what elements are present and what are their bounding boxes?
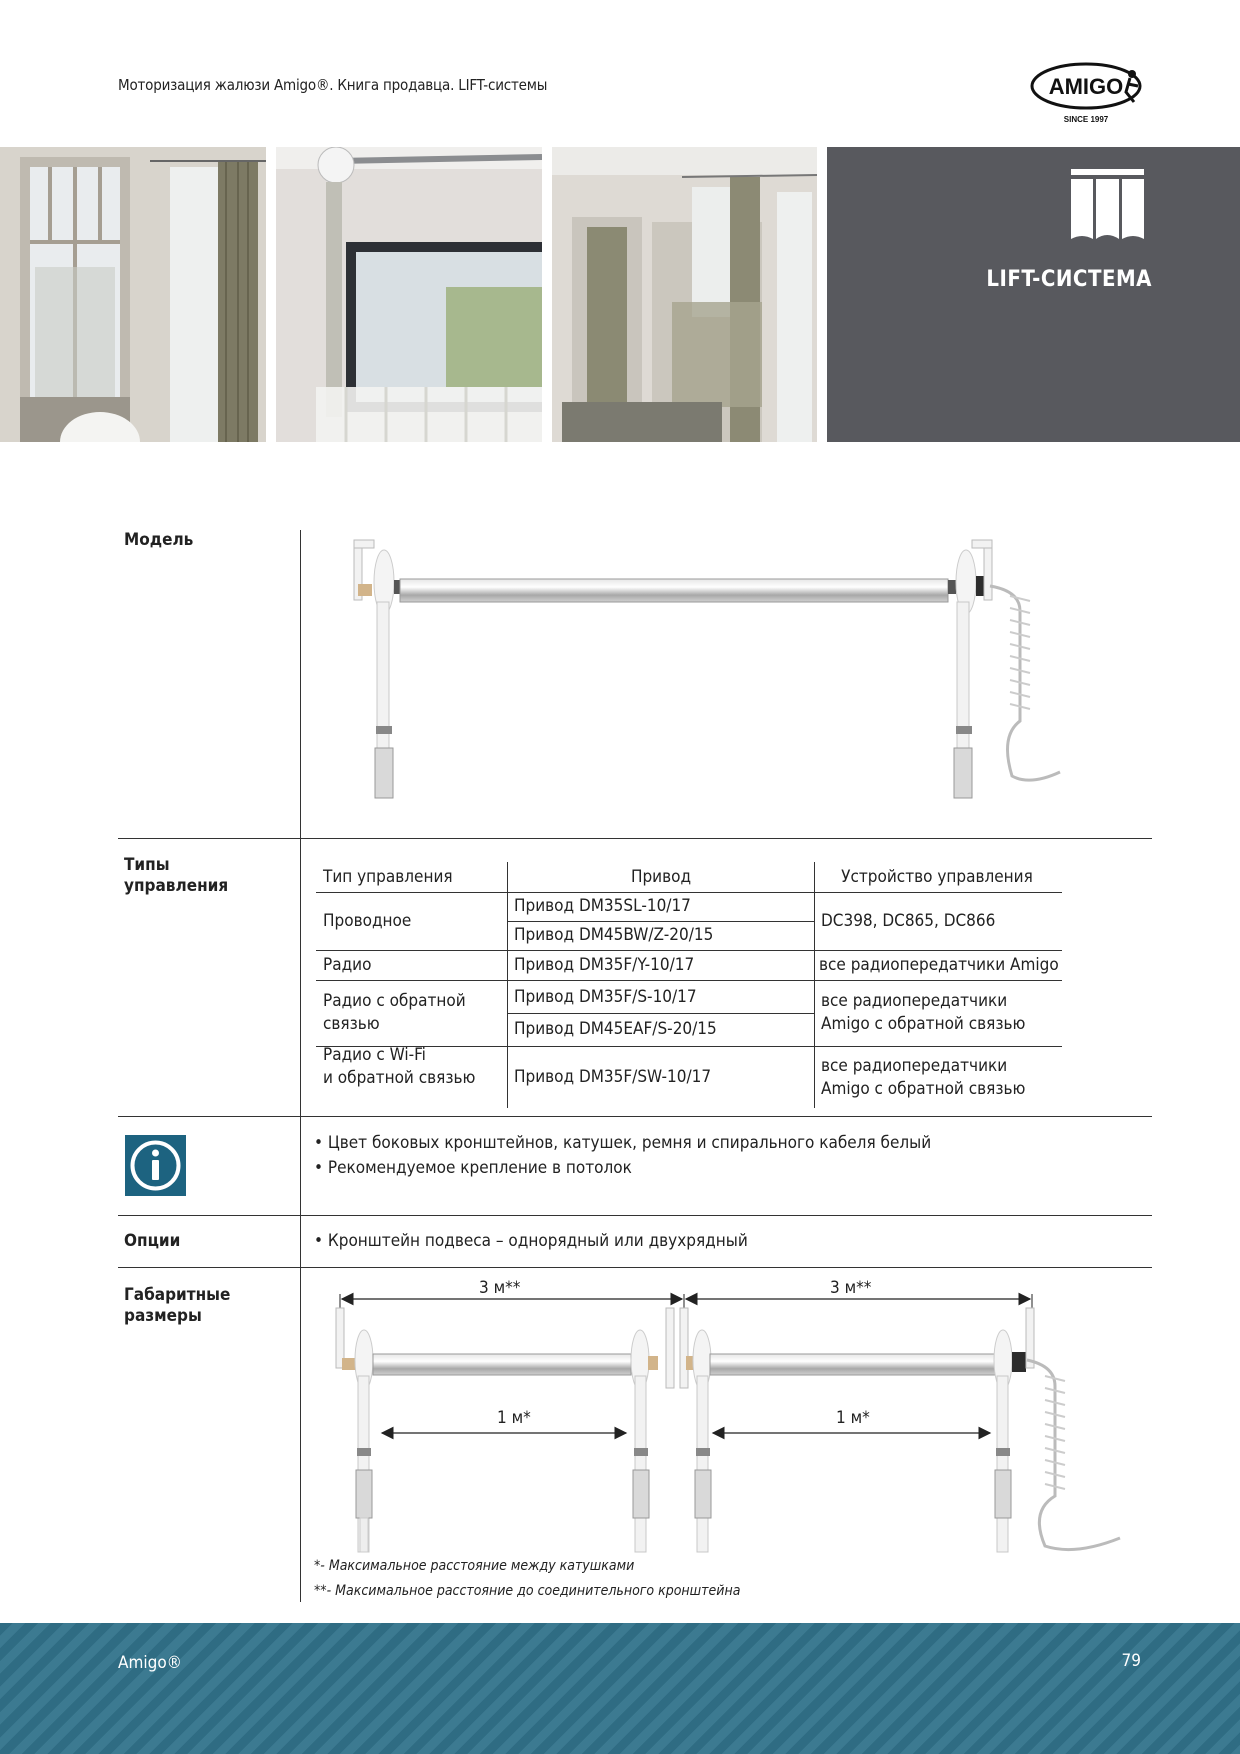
section-divider xyxy=(118,1116,1152,1117)
photo-window-curtain xyxy=(0,147,266,442)
footnote-coil-distance: *- Максимальное расстояние между катушками xyxy=(314,1558,635,1574)
dimensions-diagram xyxy=(330,1276,1140,1566)
table-row-wifi-device: все радиопередатчики Amigo с обратной связью xyxy=(821,1056,1026,1099)
lift-system-model-image xyxy=(340,536,1140,806)
table-row-wifi-type: Радио с Wi-Fi и обратной связью xyxy=(323,1045,476,1088)
table-row-wifi-drive: Привод DM35F/SW-10/17 xyxy=(514,1067,712,1087)
table-header-drive: Привод xyxy=(630,867,692,887)
section-label-options: Опции xyxy=(124,1231,181,1251)
table-row-radio-type: Радио xyxy=(323,955,372,975)
amigo-logo xyxy=(1030,58,1154,130)
info-icon xyxy=(125,1135,186,1196)
logo-text: AMIGO xyxy=(1048,74,1124,99)
table-row-wired-drive-1: Привод DM35SL-10/17 xyxy=(514,896,691,916)
table-row-radio-drive: Привод DM35F/Y-10/17 xyxy=(514,955,695,975)
info-bullet-mounting: • Рекомендуемое крепление в потолок xyxy=(314,1158,632,1178)
curtain-panels-icon xyxy=(1071,169,1144,245)
photo-room-curtains xyxy=(552,147,817,442)
dimension-1m-right: 1 м* xyxy=(836,1408,870,1428)
dimension-3m-left: 3 м** xyxy=(479,1278,521,1298)
section-divider xyxy=(118,1215,1152,1216)
page-number: 79 xyxy=(1121,1651,1141,1671)
dimension-1m-left: 1 м* xyxy=(497,1408,531,1428)
section-divider-vertical xyxy=(300,530,301,1602)
info-bullets xyxy=(314,1131,931,1181)
section-label-dimensions: Габаритные размеры xyxy=(124,1285,231,1326)
footnote-bracket-distance: **- Максимальное расстояние до соединительного кронштейна xyxy=(314,1583,741,1599)
document-header: Моторизация жалюзи Amigo®. Книга продавца. LIFT-системы xyxy=(118,76,548,94)
info-bullet-color: • Цвет боковых кронштейнов, катушек, ремня и спирального кабеля белый xyxy=(314,1133,932,1153)
section-label-control-types: Типы управления xyxy=(124,855,229,896)
options-bullet-bracket: • Кронштейн подвеса – однорядный или двухрядный xyxy=(314,1231,748,1251)
logo-since: SINCE 1997 xyxy=(1063,115,1109,124)
table-row-wired-type: Проводное xyxy=(323,911,412,931)
table-row-wired-device: DC398, DC865, DC866 xyxy=(821,911,996,931)
lift-system-banner xyxy=(827,147,1240,442)
table-row-wired-drive-2: Привод DM45BW/Z-20/15 xyxy=(514,925,714,945)
section-divider xyxy=(118,838,1152,839)
table-row-feedback-device: все радиопередатчики Amigo с обратной связью xyxy=(821,991,1026,1034)
table-row-radio-device: все радиопередатчики Amigo xyxy=(819,955,1059,975)
banner-title: LIFT-СИСТЕМА xyxy=(986,267,1152,292)
section-divider xyxy=(118,1267,1152,1268)
table-header-device: Устройство управления xyxy=(841,867,1033,887)
table-header-type: Тип управления xyxy=(323,867,453,887)
photo-ceiling-motor xyxy=(276,147,542,442)
section-label-model: Модель xyxy=(124,530,194,550)
footer-brand: Amigo® xyxy=(118,1653,182,1673)
options-bullets xyxy=(314,1229,748,1254)
table-row-feedback-drive-2: Привод DM45EAF/S-20/15 xyxy=(514,1019,717,1039)
table-row-feedback-type: Радио с обратной связью xyxy=(323,991,466,1034)
page-footer xyxy=(0,1623,1240,1754)
dimension-3m-right: 3 м** xyxy=(830,1278,872,1298)
table-row-feedback-drive-1: Привод DM35F/S-10/17 xyxy=(514,987,697,1007)
